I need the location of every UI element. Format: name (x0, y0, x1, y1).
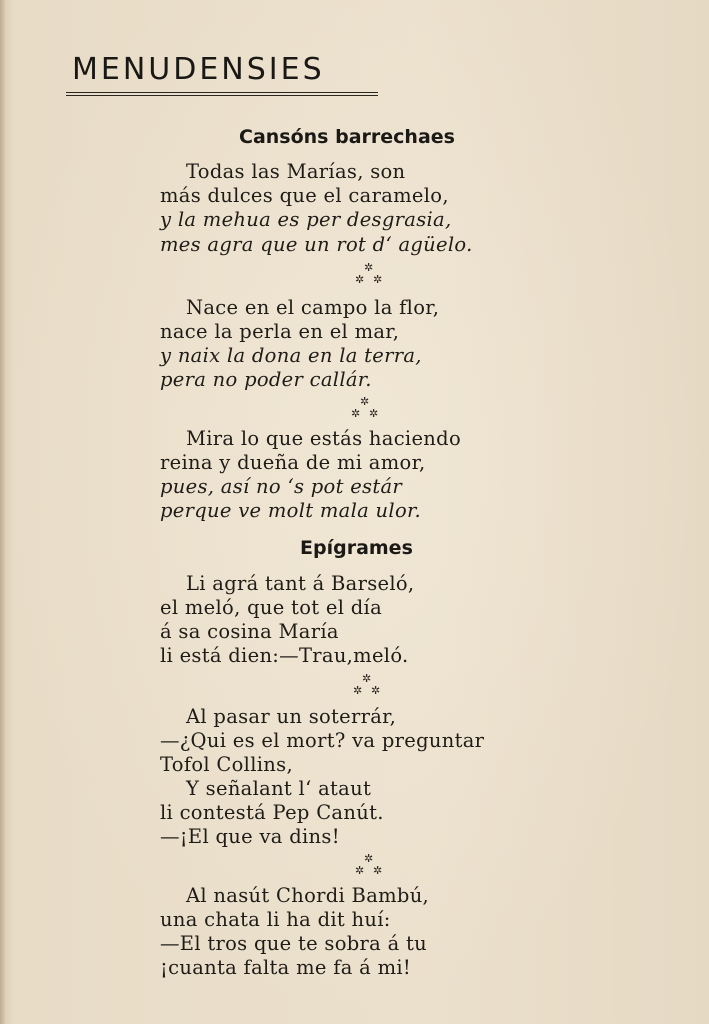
verse-line: á sa cosina María (160, 620, 339, 643)
verse-line: Al nasút Chordi Bambú, (186, 884, 430, 907)
verse-line: Mira lo que estás haciendo (186, 427, 461, 450)
header-rule (66, 92, 378, 96)
asterism-icon: ✲ ✲ ✲ (351, 395, 379, 420)
verse-line: Tofol Collins, (160, 753, 293, 776)
verse-line: —El tros que te sobra á tu (160, 932, 428, 955)
verse-line: pues, así no ‘s pot estár (160, 475, 403, 498)
verse-line: li contestá Pep Canút. (160, 801, 384, 824)
verse-line: y la mehua es per desgrasia, (160, 208, 452, 231)
asterism-icon: ✲ ✲ ✲ (355, 852, 383, 877)
verse-line: —¿Qui es el mort? va preguntar (160, 729, 485, 752)
asterism-icon: ✲ ✲ ✲ (353, 672, 381, 697)
verse-line: Nace en el campo la flor, (186, 296, 440, 319)
verse-line: —¡El que va dins! (160, 825, 340, 848)
verse-line: reina y dueña de mi amor, (160, 451, 426, 474)
verse-line: pera no poder callár. (160, 368, 372, 391)
section-title-cansons: Cansóns barrechaes (239, 126, 455, 148)
verse-line: y naix la dona en la terra, (160, 344, 422, 367)
asterism-icon: ✲ ✲ ✲ (355, 261, 383, 286)
page-gutter (0, 0, 6, 1024)
section-title-epigrames: Epígrames (300, 537, 413, 559)
verse-line: una chata li ha dit huí: (160, 908, 391, 931)
verse-line: el meló, que tot el día (160, 596, 382, 619)
verse-line: mes agra que un rot d‘ agüelo. (160, 233, 473, 256)
page-header-title: MENUDENSIES (72, 52, 325, 87)
verse-line: Al pasar un soterrár, (186, 705, 397, 728)
verse-line: Todas las Marías, son (186, 160, 406, 183)
verse-line: más dulces que el caramelo, (160, 184, 449, 207)
verse-line: Li agrá tant á Barseló, (186, 572, 415, 595)
verse-line: perque ve molt mala ulor. (160, 499, 421, 522)
verse-line: Y señalant l‘ ataut (186, 777, 372, 800)
verse-line: nace la perla en el mar, (160, 320, 400, 343)
verse-line: li está dien:—Trau,meló. (160, 644, 409, 667)
verse-line: ¡cuanta falta me fa á mi! (160, 956, 412, 979)
